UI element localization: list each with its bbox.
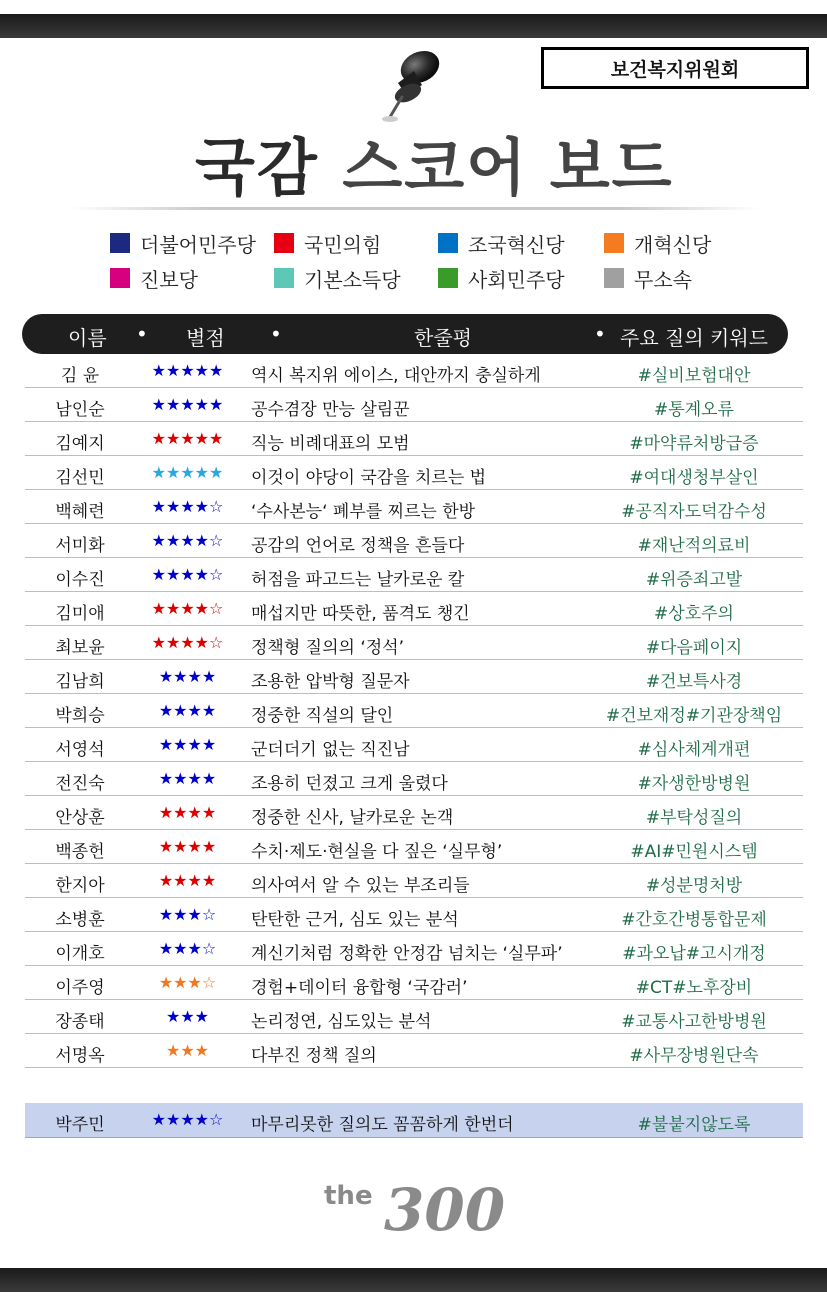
one-line-review: 공수겸장 만능 살림꾼 <box>251 400 410 420</box>
star-rating: ★★★★ <box>158 837 217 856</box>
member-name: 전진숙 <box>55 774 105 794</box>
keyword: #건보특사경 <box>645 672 743 692</box>
member-name: 이개호 <box>55 944 105 964</box>
one-line-review: 마무리못한 질의도 꼼꼼하게 한번더 <box>251 1115 514 1135</box>
star-rating: ★★★★★ <box>151 463 224 482</box>
member-name: 남인순 <box>55 400 105 420</box>
legend-item <box>604 228 711 258</box>
one-line-review: 군더더기 없는 직진남 <box>251 740 410 760</box>
title-part2: 스코어 보드 <box>342 131 674 204</box>
legend-label: 국민의힘 <box>304 232 382 257</box>
bottom-border-bar <box>0 1268 827 1292</box>
star-rating: ★★★★★ <box>151 429 224 448</box>
header-dot: • <box>136 322 148 346</box>
star-rating: ★★★★☆ <box>151 531 224 550</box>
star-rating: ★★★★☆ <box>151 633 224 652</box>
header-dot: • <box>270 322 282 346</box>
legend-label: 개혁신당 <box>634 232 712 257</box>
one-line-review: 경험+데이터 융합형 ‘국감러’ <box>251 978 468 998</box>
legend-swatch <box>110 233 130 253</box>
legend-item <box>438 228 565 258</box>
legend-label: 조국혁신당 <box>468 232 565 257</box>
keyword: #성분명처방 <box>645 876 743 896</box>
logo-big-text: 300 <box>384 1176 506 1244</box>
member-name: 서영석 <box>55 740 105 760</box>
star-rating: ★★★★ <box>158 803 217 822</box>
star-rating: ★★★★ <box>158 871 217 890</box>
keyword: #AI#민원시스템 <box>630 842 758 862</box>
member-name: 김예지 <box>55 434 105 454</box>
star-rating: ★★★☆ <box>158 973 217 992</box>
legend-item <box>274 228 381 258</box>
keyword: #불붙지않도록 <box>637 1115 751 1135</box>
table-row <box>25 864 803 898</box>
star-rating: ★★★★☆ <box>151 497 224 516</box>
member-name: 서미화 <box>55 536 105 556</box>
member-name: 백혜련 <box>55 502 105 522</box>
member-name: 김미애 <box>55 604 105 624</box>
one-line-review: ‘수사본능‘ 폐부를 찌르는 한방 <box>251 502 476 522</box>
legend-label: 진보당 <box>140 267 198 292</box>
one-line-review: 매섭지만 따뜻한, 품격도 챙긴 <box>251 604 470 624</box>
legend-swatch <box>110 268 130 288</box>
keyword: #CT#노후장비 <box>635 978 753 998</box>
table-row <box>25 694 803 728</box>
table-row <box>25 762 803 796</box>
one-line-review: 다부진 정책 질의 <box>251 1046 377 1066</box>
table-row <box>25 1000 803 1034</box>
star-rating: ★★★★★ <box>151 361 224 380</box>
keyword: #재난적의료비 <box>637 536 751 556</box>
legend-swatch <box>438 268 458 288</box>
member-name: 서명옥 <box>55 1046 105 1066</box>
one-line-review: 논리정연, 심도있는 분석 <box>251 1012 432 1032</box>
table-row <box>25 456 803 490</box>
one-line-review: 정책형 질의의 ‘정석’ <box>251 638 404 658</box>
one-line-review: 직능 비례대표의 모범 <box>251 434 410 454</box>
one-line-review: 조용히 던졌고 크게 울렸다 <box>251 774 448 794</box>
title-divider <box>70 207 760 210</box>
score-table <box>25 354 803 1068</box>
header-stars: 별점 <box>186 326 225 350</box>
table-row <box>25 966 803 1000</box>
title-part1: 국감 <box>195 131 319 204</box>
keyword: #자생한방병원 <box>637 774 751 794</box>
table-row <box>25 490 803 524</box>
committee-label: 보건복지위원회 <box>541 47 809 89</box>
legend-item <box>110 263 198 293</box>
table-row <box>25 524 803 558</box>
star-rating: ★★★ <box>165 1007 210 1026</box>
header-name: 이름 <box>68 326 107 350</box>
star-rating: ★★★★ <box>158 769 217 788</box>
legend-label: 기본소득당 <box>304 267 401 292</box>
logo-small-text: the <box>324 1181 373 1211</box>
one-line-review: 정중한 직설의 달인 <box>251 706 394 726</box>
keyword: #심사체계개편 <box>637 740 751 760</box>
keyword: #교통사고한방병원 <box>621 1012 767 1032</box>
legend-label: 사회민주당 <box>468 267 565 292</box>
top-border-bar <box>0 14 827 38</box>
one-line-review: 계신기처럼 정확한 안정감 넘치는 ‘실무파’ <box>251 944 563 964</box>
legend-swatch <box>604 233 624 253</box>
star-rating: ★★★★★ <box>151 395 224 414</box>
legend-label: 더불어민주당 <box>140 232 256 257</box>
star-rating: ★★★★☆ <box>151 565 224 584</box>
star-rating: ★★★ <box>165 1041 210 1060</box>
table-row <box>25 422 803 456</box>
member-name: 한지아 <box>55 876 105 896</box>
star-rating: ★★★★☆ <box>151 1110 224 1129</box>
legend-swatch <box>274 268 294 288</box>
member-name: 김 윤 <box>60 366 100 386</box>
one-line-review: 정중한 신사, 날카로운 논객 <box>251 808 454 828</box>
member-name: 소병훈 <box>55 910 105 930</box>
pushpin-icon <box>378 45 448 125</box>
member-name: 이주영 <box>55 978 105 998</box>
table-row <box>25 728 803 762</box>
member-name: 안상훈 <box>55 808 105 828</box>
member-name: 김남희 <box>55 672 105 692</box>
one-line-review: 역시 복지위 에이스, 대안까지 충실하게 <box>251 366 541 386</box>
member-name: 이수진 <box>55 570 105 590</box>
member-name: 박주민 <box>55 1115 105 1135</box>
table-row <box>25 388 803 422</box>
keyword: #통계오류 <box>654 400 734 420</box>
one-line-review: 의사여서 알 수 있는 부조리들 <box>251 876 470 896</box>
legend-item <box>604 263 692 293</box>
one-line-review: 허점을 파고드는 날카로운 칼 <box>251 570 465 590</box>
one-line-review: 수치·제도·현실을 다 짚은 ‘실무형’ <box>251 842 503 862</box>
the300-logo <box>322 1170 522 1250</box>
header-dot: • <box>594 322 606 346</box>
keyword: #마약류처방급증 <box>629 434 759 454</box>
party-legend <box>110 228 750 298</box>
table-row <box>25 1034 803 1068</box>
table-row <box>25 898 803 932</box>
table-row <box>25 660 803 694</box>
legend-swatch <box>604 268 624 288</box>
table-header <box>22 314 788 354</box>
keyword: #과오납#고시개정 <box>622 944 766 964</box>
star-rating: ★★★★☆ <box>151 599 224 618</box>
table-row <box>25 592 803 626</box>
keyword: #건보재정#기관장책임 <box>605 706 783 726</box>
star-rating: ★★★★ <box>158 735 217 754</box>
page-title <box>195 118 674 204</box>
member-name: 백종헌 <box>55 842 105 862</box>
legend-swatch <box>438 233 458 253</box>
keyword: #여대생청부살인 <box>629 468 759 488</box>
one-line-review: 조용한 압박형 질문자 <box>251 672 410 692</box>
table-row <box>25 830 803 864</box>
member-name: 김선민 <box>55 468 105 488</box>
header-keyword: 주요 질의 키워드 <box>620 326 768 350</box>
keyword: #부탁성질의 <box>645 808 743 828</box>
legend-label: 무소속 <box>634 267 692 292</box>
table-row <box>25 626 803 660</box>
keyword: #사무장병원단속 <box>629 1046 759 1066</box>
member-name: 최보윤 <box>55 638 105 658</box>
table-row <box>25 796 803 830</box>
table-row <box>25 354 803 388</box>
legend-swatch <box>274 233 294 253</box>
one-line-review: 공감의 언어로 정책을 흔들다 <box>251 536 465 556</box>
star-rating: ★★★★ <box>158 701 217 720</box>
one-line-review: 탄탄한 근거, 심도 있는 분석 <box>251 910 459 930</box>
table-row <box>25 932 803 966</box>
keyword: #상호주의 <box>654 604 734 624</box>
star-rating: ★★★☆ <box>158 939 217 958</box>
keyword: #공직자도덕감수성 <box>621 502 767 522</box>
keyword: #실비보험대안 <box>637 366 751 386</box>
keyword: #간호간병통합문제 <box>621 910 767 930</box>
legend-item <box>274 263 401 293</box>
keyword: #위증죄고발 <box>645 570 743 590</box>
legend-item <box>110 228 256 258</box>
header-comment: 한줄평 <box>414 326 472 350</box>
member-name: 장종태 <box>55 1012 105 1032</box>
legend-item <box>438 263 565 293</box>
star-rating: ★★★☆ <box>158 905 217 924</box>
special-row <box>25 1103 803 1138</box>
table-row <box>25 558 803 592</box>
member-name: 박희승 <box>55 706 105 726</box>
keyword: #다음페이지 <box>645 638 743 658</box>
one-line-review: 이것이 야당이 국감을 치르는 법 <box>251 468 487 488</box>
star-rating: ★★★★ <box>158 667 217 686</box>
